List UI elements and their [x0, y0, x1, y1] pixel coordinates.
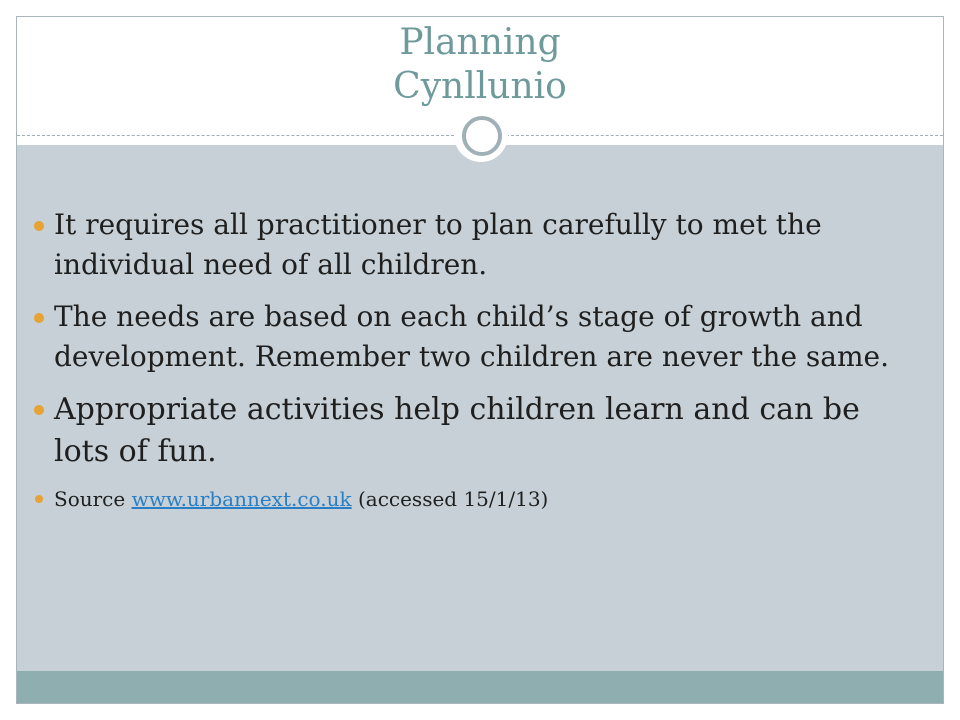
bullet-item	[52, 205, 912, 285]
bullet-dot-icon	[35, 495, 43, 503]
bullet-dot-icon	[34, 405, 44, 415]
bullet-text: Appropriate activities help children learn and can be lots of fun.	[54, 392, 860, 469]
circle-ornament-icon	[454, 108, 508, 162]
source-prefix: Source	[54, 487, 132, 511]
source-link[interactable]: www.urbannext.co.uk	[131, 487, 352, 511]
bullet-text: The needs are based on each child’s stage of growth and development. Remember two children are never the same.	[54, 300, 890, 373]
bullet-dot-icon	[34, 221, 44, 231]
bullet-item	[52, 389, 912, 473]
ring-icon	[462, 116, 502, 156]
bullet-item	[52, 297, 912, 377]
bullet-dot-icon	[34, 313, 44, 323]
slide-title	[17, 21, 943, 109]
title-line-english: Planning	[399, 22, 561, 63]
bottom-band	[17, 671, 943, 703]
source-item	[52, 485, 912, 513]
bullet-list	[52, 205, 912, 525]
source-suffix: (accessed 15/1/13)	[351, 487, 549, 511]
bullet-text: It requires all practitioner to plan carefully to met the individual need of all children.	[54, 208, 822, 281]
title-line-welsh: Cynllunio	[393, 66, 567, 107]
